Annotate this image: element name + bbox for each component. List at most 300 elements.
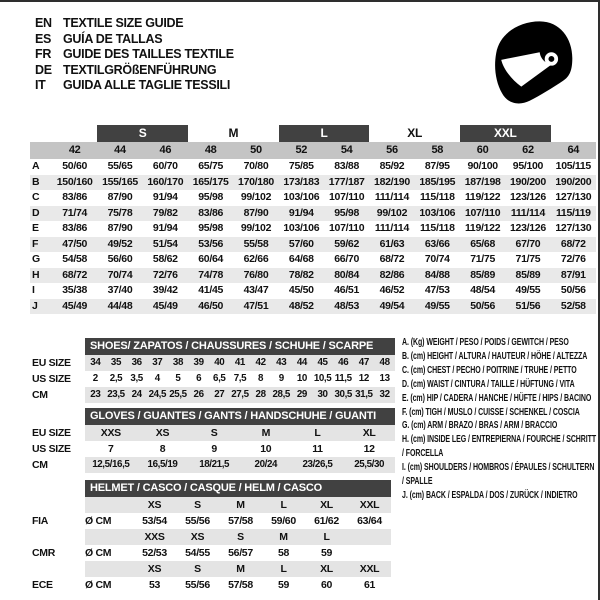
cell: 64/68	[288, 253, 314, 265]
cell: 27	[209, 387, 230, 403]
cell: 6	[196, 373, 202, 384]
cell: 4	[154, 373, 160, 384]
row-label: A	[32, 160, 40, 172]
cell: 83/86	[62, 191, 88, 203]
cell: 60/70	[152, 160, 178, 172]
cell: 160/170	[147, 175, 184, 188]
cell: 6,5	[213, 373, 226, 384]
legend-item: H. (cm) INSIDE LEG / ENTREPIERNA / FOURCHE / SCHRITT / FORCELLA	[402, 434, 597, 460]
cell: 91/94	[152, 191, 178, 203]
cell: 2,5	[109, 373, 123, 384]
cell: 71/74	[62, 206, 88, 219]
cell: 52/58	[560, 299, 586, 312]
column-header-cell: 64	[567, 144, 580, 156]
cell: 107/110	[328, 191, 365, 203]
table-row	[30, 190, 596, 206]
table-row	[30, 206, 596, 222]
helmet-title-row	[30, 480, 391, 497]
row-label: H	[32, 268, 40, 281]
band-spacer	[30, 124, 97, 142]
cell: 99/102	[240, 191, 272, 203]
cell: 45/49	[152, 299, 178, 312]
cell: 10	[296, 373, 307, 384]
cell: 44	[292, 355, 313, 371]
helmet-table-head	[30, 480, 391, 497]
cell: 68/72	[62, 268, 88, 281]
cell: 50/60	[62, 160, 88, 172]
band-spacer	[551, 124, 596, 142]
column-header-cell: 58	[431, 144, 444, 156]
cell: 59/60	[271, 515, 296, 527]
cell: 115/118	[419, 191, 455, 203]
cell: 42	[250, 355, 271, 371]
row-label: ECE	[32, 579, 53, 591]
cell: 29	[292, 387, 313, 403]
language-code: IT	[35, 78, 46, 93]
cell: 103/106	[283, 222, 320, 234]
cell: 49/55	[515, 284, 541, 296]
cell: 9	[278, 373, 284, 384]
column-header-cell: 44	[114, 144, 126, 156]
cell: XS	[133, 561, 176, 577]
cell: 91/94	[152, 222, 178, 234]
helmet-table-body	[30, 497, 391, 593]
cell: 55/65	[107, 160, 133, 172]
legend-item: F. (cm) TIGH / MUSLO / CUISSE / SCHENKEL / COSCIA	[402, 406, 580, 418]
cell: 8	[159, 443, 166, 455]
cell: 70/74	[424, 253, 450, 265]
cell: 48/53	[334, 299, 360, 312]
measurement-legend	[402, 336, 598, 503]
cell: 91/94	[288, 206, 314, 219]
cell: 30	[312, 387, 333, 403]
cell: 57/58	[228, 579, 253, 591]
cell: 56/60	[107, 253, 133, 265]
cell: 30,5	[333, 387, 354, 403]
cell	[85, 497, 133, 513]
cell: 59/62	[334, 237, 360, 250]
table-row	[30, 371, 395, 387]
cell: 63/64	[357, 515, 382, 527]
table-row	[30, 159, 596, 175]
cell: 56/57	[228, 547, 253, 559]
cell: 3,5	[130, 373, 143, 384]
cell: 87/90	[243, 206, 269, 219]
cell: 55/56	[185, 579, 210, 591]
cell: 63/66	[424, 237, 450, 250]
cell: 27,5	[230, 387, 251, 403]
cell: 47/53	[424, 284, 450, 296]
cell: 24	[126, 387, 147, 403]
legend-item: G. (cm) ARM / BRAZO / BRAS / ARM / BRACCIO	[402, 420, 558, 432]
cell: S	[188, 425, 240, 441]
size-band-s: S	[97, 125, 188, 142]
legend-item: A. (Kg) WEIGHT / PESO / POIDS / GEWITCH / PESO	[402, 337, 569, 348]
textile-size-table-head	[30, 124, 596, 159]
cell: 84/88	[424, 268, 450, 281]
cell: 177/187	[328, 175, 365, 188]
cell: 119/122	[464, 191, 501, 203]
language-code: EN	[35, 16, 52, 30]
shoes-size-table	[30, 338, 395, 403]
cell: 38	[168, 355, 189, 371]
row-label: EU SIZE	[32, 357, 71, 369]
cell: 37/40	[107, 284, 133, 296]
cell: 55/56	[185, 515, 210, 527]
cell: 155/165	[102, 175, 138, 188]
table-row	[30, 545, 391, 561]
cell: 105/115	[555, 160, 591, 172]
cell: 83/86	[62, 222, 88, 234]
cell: 107/110	[328, 222, 365, 234]
cell: XS	[176, 529, 219, 545]
cell: 7	[108, 443, 114, 455]
cell: XL	[305, 561, 348, 577]
cell: 45	[312, 355, 333, 371]
cell: 190/200	[510, 175, 546, 188]
cell: 72/76	[152, 268, 178, 281]
cell: L	[305, 529, 348, 545]
shoes-title-row	[30, 338, 395, 355]
cell: 65/68	[470, 237, 495, 250]
cell: 87/90	[107, 191, 133, 203]
cell: 36	[126, 355, 147, 371]
language-row	[35, 47, 234, 63]
cell: M	[262, 529, 305, 545]
cell: 5	[175, 373, 181, 384]
cell	[85, 561, 133, 577]
cell: 43/47	[243, 284, 269, 296]
table-row	[30, 561, 391, 577]
cell: 46/52	[379, 284, 405, 296]
cell: 60	[320, 579, 333, 591]
cell: 185/195	[419, 175, 456, 188]
language-row	[35, 16, 234, 32]
size-band-xxl: XXL	[460, 125, 551, 142]
cell: 55/58	[243, 237, 269, 250]
title-spacer	[30, 408, 85, 425]
cell: 24,5	[147, 387, 168, 403]
cell: 31,5	[354, 387, 375, 403]
row-label: CM	[32, 459, 48, 471]
title-spacer	[30, 480, 85, 497]
cell: 71/75	[470, 253, 495, 265]
cell: 34	[85, 355, 106, 371]
cell: 7,5	[233, 373, 247, 384]
size-band-row	[30, 124, 596, 142]
cell: 58	[277, 547, 290, 559]
cell: 50/56	[560, 284, 586, 296]
table-row	[30, 387, 395, 403]
cell: 11,5	[334, 373, 352, 384]
cell: 80/84	[334, 268, 360, 281]
cell: L	[262, 561, 305, 577]
cell: 12	[358, 373, 369, 384]
table-row	[30, 355, 395, 371]
cell: XXS	[133, 529, 176, 545]
column-header-cell: 62	[522, 144, 534, 156]
cell	[348, 545, 391, 561]
table-row	[30, 577, 391, 593]
shoes-table-head	[30, 338, 395, 355]
cell: 72/76	[560, 253, 586, 265]
cell: 67/70	[515, 237, 541, 250]
cell: Ø CM	[85, 579, 112, 591]
cell: 85/89	[470, 268, 495, 281]
table-row	[30, 441, 395, 457]
row-label: CM	[32, 389, 48, 401]
cell: XL	[343, 425, 395, 441]
cell: XL	[305, 497, 348, 513]
cell: 87/91	[560, 268, 586, 281]
column-header-cell: 54	[340, 144, 353, 156]
row-label: US SIZE	[32, 443, 71, 455]
column-header-cell: 50	[250, 144, 262, 156]
cell: S	[176, 497, 219, 513]
cell: 62/66	[243, 253, 269, 265]
table-row	[30, 237, 596, 253]
cell: 87/95	[424, 160, 450, 172]
table-row	[30, 529, 391, 545]
cell: 70/80	[243, 160, 269, 172]
cell: 46	[333, 355, 354, 371]
cell: 119/122	[464, 222, 501, 234]
cell: 70/74	[107, 268, 133, 281]
cell: Ø CM	[85, 547, 112, 559]
cell: 16,5/19	[137, 457, 189, 473]
cell: 95/100	[512, 160, 544, 172]
row-label: F	[32, 237, 39, 250]
legend-item: C. (cm) CHEST / PECHO / POITRINE / TRUHE / PETTO	[402, 364, 577, 376]
column-header-cell: 48	[204, 144, 217, 156]
cell: 41	[230, 355, 251, 371]
cell: 26	[188, 387, 209, 403]
language-row	[35, 63, 234, 79]
cell: 78/82	[288, 268, 314, 281]
cell: 48/52	[288, 299, 314, 312]
cell: 49/54	[379, 299, 405, 312]
table-row	[30, 299, 596, 315]
column-header-cell: 46	[159, 144, 172, 156]
column-header-cell: 60	[476, 144, 489, 156]
racing-helmet-icon	[490, 18, 576, 110]
row-label: E	[32, 222, 39, 234]
cell: 46/50	[198, 299, 224, 312]
cell	[348, 529, 391, 545]
cell: 9	[211, 443, 217, 455]
cell: XXL	[348, 497, 391, 513]
cell: 28,5	[271, 387, 292, 403]
cell: 45/50	[288, 284, 314, 296]
cell: XXL	[348, 561, 391, 577]
cell: 87/90	[107, 222, 133, 234]
cell: 85/92	[379, 160, 405, 172]
cell: 2	[92, 373, 98, 384]
cell: 83/88	[334, 160, 360, 172]
row-label: G	[32, 253, 40, 265]
cell: 53/56	[198, 237, 224, 250]
cell: 99/102	[376, 206, 408, 219]
cell: 79/82	[152, 206, 178, 219]
legend-item: D. (cm) WAIST / CINTURA / TAILLE / HÜFTUNG / VITA	[402, 378, 575, 390]
cell: 12	[363, 443, 375, 455]
table-row	[30, 175, 596, 191]
cell: 127/130	[555, 191, 592, 203]
cell: 59	[277, 579, 290, 591]
cell: 107/110	[464, 206, 501, 219]
cell: 59	[320, 547, 333, 559]
table-row	[30, 268, 596, 284]
row-label	[30, 497, 85, 513]
cell: XS	[133, 497, 176, 513]
cell: 95/98	[198, 222, 224, 234]
cell: 51/56	[515, 299, 541, 312]
cell: 11	[312, 443, 323, 455]
cell: 52/53	[142, 547, 167, 559]
language-code: DE	[35, 62, 52, 77]
row-label	[30, 561, 85, 577]
cell: 47/50	[62, 237, 88, 250]
language-title: GUIDA ALLE TAGLIE TESSILI	[63, 78, 231, 93]
cell: 53/54	[142, 515, 167, 527]
cell: 35/38	[62, 284, 88, 296]
cell: 8	[258, 373, 264, 384]
language-code: ES	[35, 31, 52, 46]
cell: 25,5	[168, 387, 189, 403]
cell: M	[240, 425, 292, 441]
cell: 40	[209, 355, 230, 371]
cell: 57/58	[228, 515, 253, 527]
cell: 61/62	[314, 515, 339, 527]
row-label: EU SIZE	[32, 427, 71, 439]
legend-item: B. (cm) HEIGHT / ALTURA / HAUTEUR / HÖHE / ALTEZZA	[402, 350, 588, 362]
cell: XS	[137, 425, 189, 441]
cell: 115/119	[555, 206, 591, 219]
cell: 75/78	[107, 206, 133, 219]
row-label: CMR	[32, 547, 56, 559]
cell: 61	[363, 579, 376, 591]
cell: 49/52	[107, 237, 133, 250]
cell: 45/49	[62, 299, 88, 312]
cell: M	[219, 497, 262, 513]
cell: 170/180	[238, 175, 274, 188]
table-row	[30, 425, 395, 441]
cell: 10	[260, 443, 272, 455]
cell: 111/114	[374, 222, 410, 234]
cell: 61/63	[379, 237, 405, 250]
cell: 49/55	[424, 299, 450, 312]
table-row	[30, 221, 596, 237]
cell: 37	[147, 355, 168, 371]
cell: 95/98	[198, 191, 224, 203]
cell: 20/24	[240, 457, 292, 473]
cell: 54/58	[62, 253, 88, 265]
language-row	[35, 78, 234, 94]
row-label: C	[32, 191, 40, 203]
cell: 103/106	[283, 191, 320, 203]
cell: 74/78	[198, 268, 224, 281]
cell: 48/54	[470, 284, 495, 296]
language-code: FR	[35, 47, 52, 62]
language-title: TEXTILGRÖßENFÜHRUNG	[63, 62, 217, 77]
legend-item: I. (cm) SHOULDERS / HOMBROS / ÉPAULES / SCHULTERN / SPALLE	[402, 462, 595, 488]
cell: XXS	[85, 425, 137, 441]
row-label: B	[32, 175, 40, 188]
cell: 85/89	[515, 268, 541, 281]
cell: 99/102	[240, 222, 272, 234]
cell: 57/60	[288, 237, 314, 250]
cell: 65/75	[198, 160, 224, 172]
cell: S	[176, 561, 219, 577]
table-row	[30, 283, 596, 299]
cell: 123/126	[510, 191, 546, 203]
cell: 47	[354, 355, 375, 371]
cell: 41/45	[198, 284, 224, 296]
row-label: I	[32, 284, 35, 296]
cell: 127/130	[555, 222, 592, 234]
textile-size-table-body	[30, 159, 596, 314]
cell: 60/64	[198, 253, 224, 265]
legend-item: E. (cm) HIP / CADERA / HANCHE / HÜFTE / HIPS / BACINO	[402, 392, 592, 404]
cell: 123/126	[510, 222, 546, 234]
cell: 23/26,5	[292, 457, 344, 473]
cell: L	[292, 425, 344, 441]
column-header-cell: 52	[295, 144, 308, 156]
cell: 173/183	[283, 175, 320, 188]
cell: 190/200	[555, 175, 592, 188]
shoes-section-title: SHOES/ ZAPATOS / CHAUSSURES / SCHUHE / SCARPE	[85, 338, 395, 355]
language-title: TEXTILE SIZE GUIDE	[63, 16, 184, 30]
gloves-table-body	[30, 425, 395, 473]
cell: 12,5/16,5	[85, 457, 137, 473]
column-header-cell: 56	[386, 144, 398, 156]
cell: 115/118	[419, 222, 455, 234]
cell: 25,5/30	[343, 457, 395, 473]
cell: 90/100	[467, 160, 498, 172]
row-label: D	[32, 206, 40, 219]
cell: 50/56	[470, 299, 495, 312]
table-row	[30, 497, 391, 513]
table-row	[30, 513, 391, 529]
cell: 53	[148, 579, 161, 591]
row-label: US SIZE	[32, 373, 71, 385]
cell: 44/48	[107, 299, 133, 312]
cell: 28	[250, 387, 271, 403]
gloves-size-table	[30, 408, 395, 473]
table-row	[30, 457, 395, 473]
row-label: J	[32, 299, 38, 312]
column-header-cell: 42	[68, 144, 81, 156]
cell: 47/51	[243, 299, 269, 312]
helmet-section-title: HELMET / CASCO / CASQUE / HELM / CASCO	[85, 480, 391, 497]
cell: 187/198	[464, 175, 501, 188]
cell: 39/42	[152, 284, 178, 296]
textile-size-table	[30, 124, 596, 314]
cell: Ø CM	[85, 515, 112, 527]
shoes-table-body	[30, 355, 395, 403]
row-label	[30, 529, 85, 545]
size-band-m: M	[228, 125, 239, 140]
cell: 111/114	[374, 191, 410, 203]
language-title: GUÍA DE TALLAS	[63, 31, 163, 46]
cell: 10,5	[313, 373, 332, 384]
size-band-xl: XL	[407, 125, 422, 140]
cell: 18/21,5	[188, 457, 240, 473]
cell: 51/54	[152, 237, 178, 250]
gloves-section-title: GLOVES / GUANTES / GANTS / HANDSCHUHE / GUANTI	[85, 408, 395, 425]
language-title: GUIDE DES TAILLES TEXTILE	[63, 47, 234, 62]
cell: S	[219, 529, 262, 545]
